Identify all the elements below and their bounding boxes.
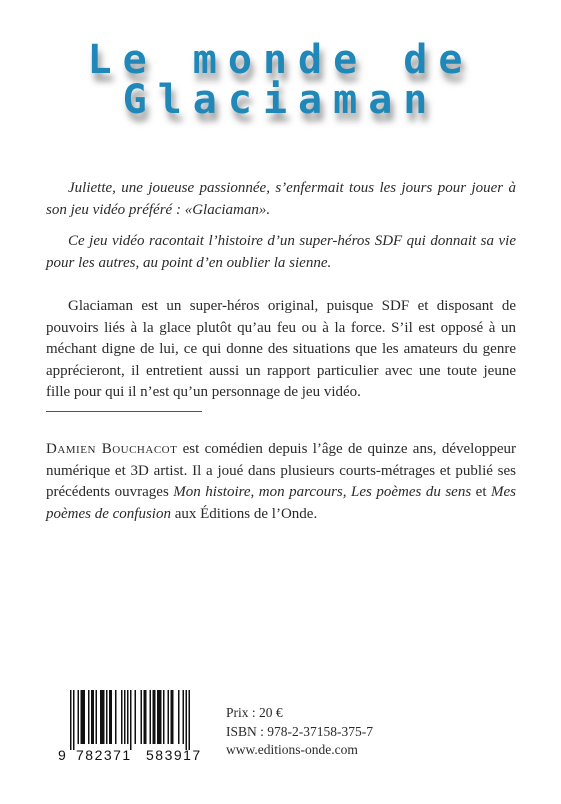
barcode-bar bbox=[157, 690, 162, 744]
barcode-group-1: 782371 bbox=[76, 747, 132, 763]
barcode-bar bbox=[183, 690, 185, 744]
barcode-digit-first: 9 bbox=[58, 747, 66, 763]
separator-rule bbox=[46, 411, 202, 412]
barcode-bar bbox=[73, 690, 75, 750]
previous-work-1: Mon histoire, mon parcours, bbox=[173, 484, 347, 500]
barcode-bar bbox=[144, 690, 147, 744]
intro-paragraph-1: Juliette, une joueuse passionnée, s’enfermait tous les jours pour jouer à son jeu vidéo préféré : «Glaciaman». bbox=[46, 180, 516, 218]
barcode-bar bbox=[150, 690, 152, 744]
barcode-bar bbox=[70, 690, 72, 750]
bio-text-4: aux Éditions de l’Onde. bbox=[170, 505, 318, 522]
summary-paragraph: Glaciaman est un super-héros original, puisque SDF et disposant de pouvoirs liés à la glace plutôt qu’au feu ou à la force. S’il est opposé à un méchant digne de lui, ce qui donne des situations que les amateurs du genre apprécieront, il entretient aussi un rapport particulier avec une toute jeune fille pour qui il n’est qu’un personnage de jeu vidéo. bbox=[46, 298, 516, 400]
previous-work-3: Mes poèmes de confusion bbox=[46, 484, 516, 522]
barcode-bar bbox=[88, 690, 90, 744]
barcode-bar bbox=[106, 690, 108, 744]
barcode-bar bbox=[100, 690, 105, 744]
author-bio-paragraph bbox=[46, 439, 516, 525]
barcode-bar bbox=[91, 690, 94, 744]
isbn-barcode bbox=[58, 690, 216, 762]
barcode-bar bbox=[186, 690, 188, 750]
publication-info bbox=[226, 704, 373, 760]
barcode-bar bbox=[178, 690, 180, 744]
barcode-bar bbox=[127, 690, 129, 744]
author-name: Damien Bouchacot bbox=[46, 441, 178, 457]
isbn-label: ISBN : 978-2-37158-375-7 bbox=[226, 723, 373, 739]
barcode-bar bbox=[124, 690, 126, 744]
barcode-bar bbox=[81, 690, 86, 744]
back-cover-text bbox=[46, 178, 516, 414]
barcode-bar bbox=[189, 690, 191, 750]
barcode-bar bbox=[121, 690, 123, 744]
author-bio bbox=[46, 439, 516, 525]
previous-work-2: Les poèmes du sens bbox=[351, 484, 472, 500]
bio-text-3: et bbox=[471, 484, 491, 500]
barcode-bars bbox=[70, 690, 216, 750]
bio-text-1: est comédien depuis l’âge de quinze ans, développeur numérique et 3D artist. Il a joué dans plusieurs courts-métrages et publié ses précédents ouvrages bbox=[46, 441, 516, 500]
intro-paragraph-2: Ce jeu vidéo racontait l’histoire d’un super-héros SDF qui donnait sa vie pour les autres, au point d’en oublier la sienne. bbox=[46, 233, 516, 271]
barcode-bar bbox=[115, 690, 117, 744]
barcode-bar bbox=[78, 690, 80, 744]
barcode-bar bbox=[135, 690, 137, 744]
title-line-1: Le monde de bbox=[87, 37, 474, 83]
barcode-group-2: 583917 bbox=[146, 747, 202, 763]
publisher-website: www.editions-onde.com bbox=[226, 742, 358, 757]
barcode-bar bbox=[96, 690, 98, 744]
barcode-bar bbox=[171, 690, 174, 744]
barcode-bar bbox=[163, 690, 165, 744]
price-label: Prix : 20 € bbox=[226, 705, 283, 720]
barcode-bar bbox=[109, 690, 112, 744]
title-line-2: Glaciaman bbox=[122, 77, 439, 123]
barcode-bar bbox=[168, 690, 170, 744]
barcode-bar bbox=[141, 690, 143, 744]
barcode-bar bbox=[153, 690, 156, 744]
book-title bbox=[0, 37, 561, 123]
barcode-bar bbox=[130, 690, 132, 750]
